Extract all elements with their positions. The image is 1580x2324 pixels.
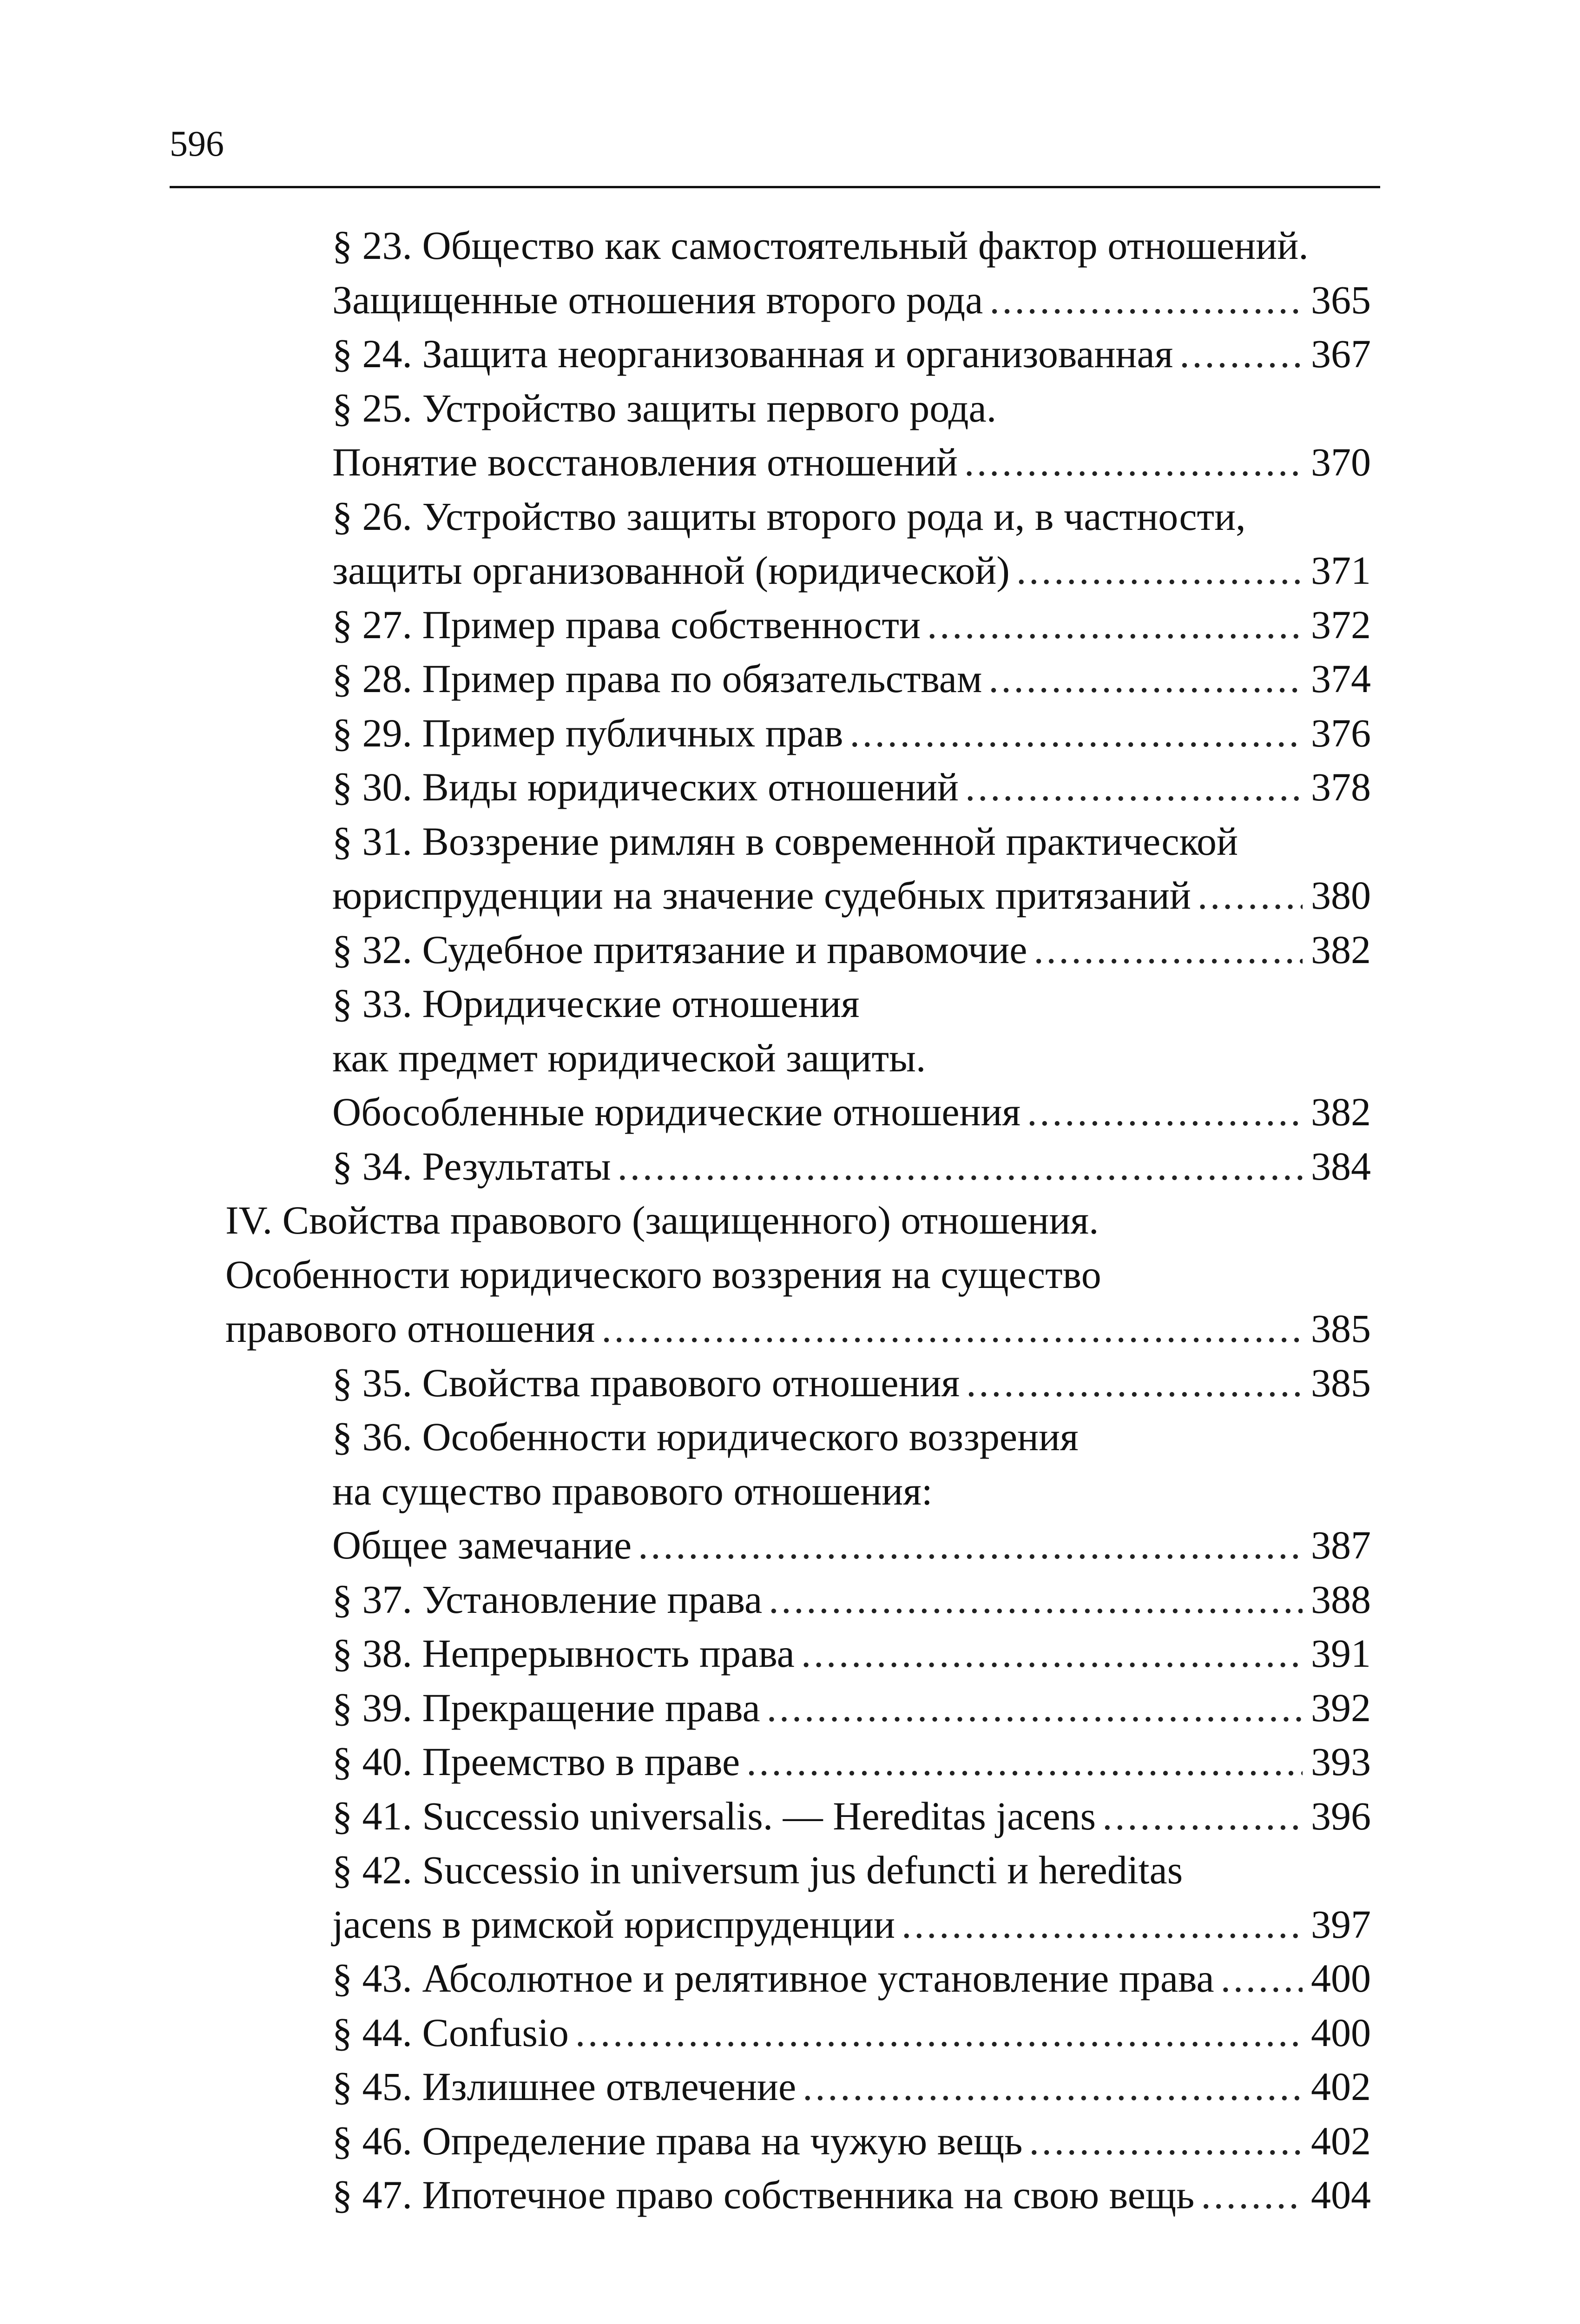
- toc-dot-leader: [964, 442, 1303, 482]
- toc-dot-leader: [988, 659, 1303, 699]
- toc-entry-title: юриспруденции на значение судебных притязаний: [332, 873, 1191, 918]
- toc-entry-title: § 31. Воззрение римлян в современной практической: [332, 819, 1238, 864]
- toc-entry-title: § 47. Ипотечное право собственника на свою вещь: [332, 2172, 1195, 2218]
- toc-entry: [0, 1681, 1580, 1735]
- toc-entry-title: Общее замечание: [332, 1523, 632, 1568]
- toc-entry-title: § 45. Излишнее отвлечение: [332, 2064, 797, 2109]
- toc-entry: [0, 273, 1580, 327]
- toc-entry-page: 380: [1311, 873, 1371, 918]
- toc-entry: [0, 868, 1580, 923]
- toc-entry: [0, 489, 1580, 544]
- toc-dot-leader: [902, 1904, 1303, 1944]
- toc-entry-title: § 42. Successio in universum jus defuncti и hereditas: [332, 1848, 1183, 1893]
- toc-dot-leader: [769, 1579, 1303, 1619]
- toc-entry-page: 384: [1311, 1143, 1371, 1188]
- toc-entry: [0, 814, 1580, 869]
- toc-entry: [0, 1301, 1580, 1356]
- toc-entry: [0, 977, 1580, 1031]
- toc-entry-page: 374: [1311, 656, 1371, 701]
- toc-entry-page: 378: [1311, 765, 1371, 810]
- toc-dot-leader: [1179, 334, 1303, 374]
- toc-dot-leader: [927, 605, 1303, 645]
- toc-entry-title: Понятие восстановления отношений: [332, 440, 958, 485]
- toc-entry-page: 371: [1311, 548, 1371, 593]
- toc-entry: [0, 1626, 1580, 1681]
- toc-entry-page: 370: [1311, 440, 1371, 485]
- toc-entry: [0, 1464, 1580, 1519]
- toc-entry: [0, 1572, 1580, 1627]
- toc-entry-page: 385: [1311, 1360, 1371, 1405]
- toc-dot-leader: [767, 1688, 1303, 1728]
- toc-entry-page: 393: [1311, 1739, 1371, 1784]
- toc-entry: [0, 1410, 1580, 1464]
- page-number: 596: [170, 123, 224, 164]
- toc-entry-page: 365: [1311, 277, 1371, 322]
- toc-entry: [0, 923, 1580, 977]
- toc-entry: [0, 218, 1580, 273]
- toc-entry-title: jacens в римской юриспруденции: [332, 1901, 895, 1947]
- toc-entry-title: как предмет юридической защиты.: [332, 1035, 926, 1080]
- toc-dot-leader: [966, 1363, 1303, 1403]
- toc-dot-leader: [1198, 875, 1303, 915]
- toc-entry-title: § 38. Непрерывность права: [332, 1631, 795, 1676]
- toc-dot-leader: [618, 1146, 1303, 1186]
- toc-entry: [0, 598, 1580, 652]
- toc-entry-title: § 28. Пример права по обязательствам: [332, 656, 982, 701]
- toc-entry-title: § 37. Установление права: [332, 1577, 763, 1622]
- toc-entry-page: 372: [1311, 602, 1371, 647]
- toc-dot-leader: [1016, 550, 1303, 590]
- toc-dot-leader: [989, 280, 1303, 320]
- toc-dot-leader: [803, 2067, 1303, 2106]
- toc-entry-title: Особенности юридического воззрения на существо: [225, 1252, 1101, 1297]
- toc-entry-title: § 26. Устройство защиты второго рода и, в частности,: [332, 494, 1246, 539]
- toc-dot-leader: [1201, 2175, 1303, 2215]
- toc-entry-page: 367: [1311, 331, 1371, 376]
- toc-entry-title: § 32. Судебное притязание и правомочие: [332, 927, 1027, 972]
- toc-entry-title: § 44. Confusio: [332, 2010, 569, 2055]
- toc-entry-title: Обособленные юридические отношения: [332, 1089, 1021, 1135]
- toc-entry: [0, 1085, 1580, 1139]
- toc-entry: [0, 327, 1580, 381]
- toc-dot-leader: [1029, 2121, 1303, 2161]
- toc-entry-title: § 43. Абсолютное и релятивное установление права: [332, 1956, 1214, 2001]
- toc-entry: [0, 543, 1580, 598]
- toc-entry: [0, 652, 1580, 706]
- toc-entry-title: правового отношения: [225, 1306, 595, 1351]
- toc-entry-title: § 46. Определение права на чужую вещь: [332, 2118, 1023, 2163]
- toc-entry-page: 396: [1311, 1793, 1371, 1838]
- toc-entry: [0, 1139, 1580, 1194]
- toc-entry-page: 391: [1311, 1631, 1371, 1676]
- toc-entry-page: 382: [1311, 1089, 1371, 1135]
- toc-entry: [0, 1193, 1580, 1248]
- toc-entry-title: Защищенные отношения второго рода: [332, 277, 983, 322]
- toc-entry: [0, 1248, 1580, 1302]
- toc-entry-title: на существо правового отношения:: [332, 1468, 933, 1513]
- toc-dot-leader: [850, 713, 1303, 753]
- toc-entry: [0, 1843, 1580, 1897]
- toc-entry-title: защиты организованной (юридической): [332, 548, 1010, 593]
- header-rule: [170, 186, 1380, 188]
- toc-entry: [0, 435, 1580, 489]
- toc-entry-page: 402: [1311, 2064, 1371, 2109]
- toc-dot-leader: [965, 767, 1303, 807]
- toc-entry-title: § 41. Successio universalis. — Hereditas jacens: [332, 1793, 1096, 1838]
- toc-dot-leader: [1034, 930, 1303, 970]
- toc-entry: [0, 706, 1580, 760]
- toc-entry-page: 385: [1311, 1306, 1371, 1351]
- toc-entry-page: 400: [1311, 2010, 1371, 2055]
- toc-dot-leader: [801, 1633, 1303, 1673]
- toc-entry: [0, 1735, 1580, 1789]
- toc-entry: [0, 2060, 1580, 2114]
- toc-entry-title: § 27. Пример права собственности: [332, 602, 921, 647]
- toc-dot-leader: [601, 1308, 1303, 1348]
- toc-dot-leader: [1221, 1958, 1303, 1998]
- toc-entry: [0, 760, 1580, 814]
- toc-entry-page: 397: [1311, 1901, 1371, 1947]
- toc-entry-title: § 35. Свойства правового отношения: [332, 1360, 960, 1405]
- toc-entry: [0, 1518, 1580, 1572]
- toc-entry-page: 388: [1311, 1577, 1371, 1622]
- toc-entry-title: § 33. Юридические отношения: [332, 981, 860, 1026]
- toc-entry: [0, 2168, 1580, 2222]
- toc-entry-page: 387: [1311, 1523, 1371, 1568]
- toc-entry: [0, 1789, 1580, 1843]
- toc-dot-leader: [575, 2013, 1303, 2053]
- toc-entry-title: § 25. Устройство защиты первого рода.: [332, 385, 997, 430]
- table-of-contents: [0, 218, 1580, 2222]
- toc-entry-page: 382: [1311, 927, 1371, 972]
- toc-entry-title: § 36. Особенности юридического воззрения: [332, 1414, 1079, 1459]
- toc-entry-title: IV. Свойства правового (защищенного) отношения.: [225, 1198, 1099, 1243]
- toc-entry-title: § 29. Пример публичных прав: [332, 710, 843, 755]
- toc-entry-page: 404: [1311, 2172, 1371, 2218]
- toc-entry-title: § 39. Прекращение права: [332, 1685, 760, 1730]
- toc-entry: [0, 2114, 1580, 2168]
- toc-dot-leader: [638, 1525, 1303, 1565]
- toc-entry-title: § 34. Результаты: [332, 1143, 611, 1188]
- toc-entry: [0, 1951, 1580, 2006]
- toc-entry-title: § 24. Защита неорганизованная и организованная: [332, 331, 1173, 376]
- toc-dot-leader: [1027, 1092, 1303, 1132]
- toc-entry: [0, 1031, 1580, 1085]
- toc-entry: [0, 2006, 1580, 2060]
- toc-entry: [0, 381, 1580, 436]
- toc-dot-leader: [746, 1742, 1303, 1782]
- toc-entry-title: § 30. Виды юридических отношений: [332, 765, 959, 810]
- toc-entry-title: § 40. Преемство в праве: [332, 1739, 740, 1784]
- toc-entry-page: 400: [1311, 1956, 1371, 2001]
- toc-entry-title: § 23. Общество как самостоятельный фактор отношений.: [332, 223, 1309, 268]
- toc-dot-leader: [1102, 1796, 1303, 1836]
- toc-entry: [0, 1897, 1580, 1952]
- toc-entry-page: 402: [1311, 2118, 1371, 2163]
- toc-entry-page: 392: [1311, 1685, 1371, 1730]
- toc-entry: [0, 1356, 1580, 1410]
- toc-entry-page: 376: [1311, 710, 1371, 755]
